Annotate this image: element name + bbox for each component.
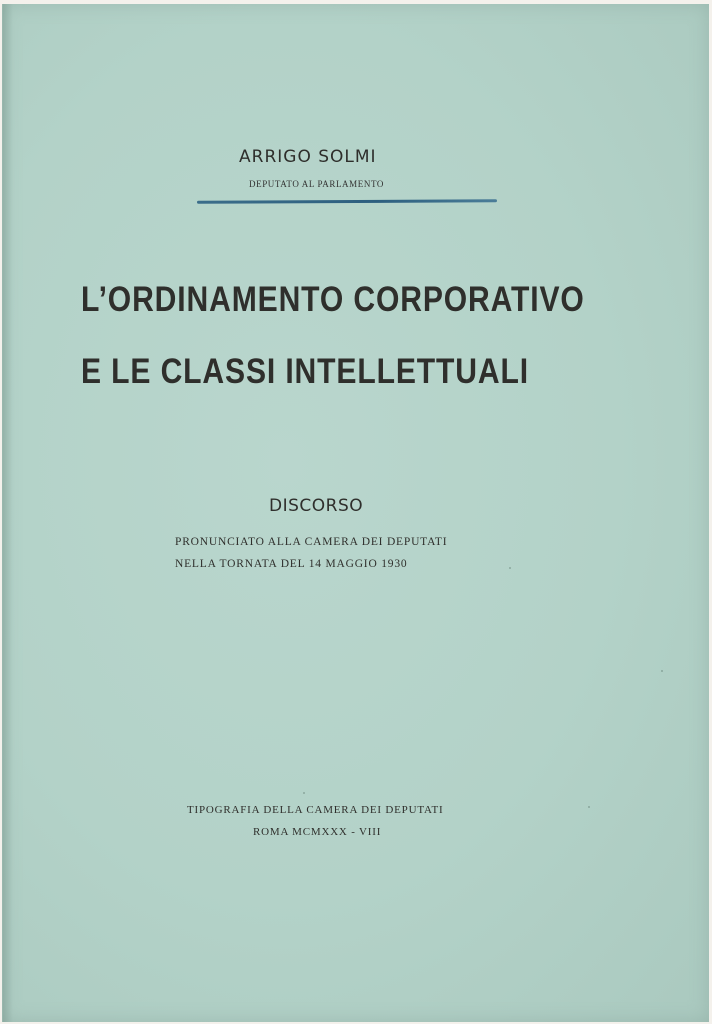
decorative-underline — [197, 199, 497, 204]
title-line-1: L’ORDINAMENTO CORPORATIVO — [81, 280, 585, 319]
title-line-2: E LE CLASSI INTELLETTUALI — [81, 352, 529, 391]
author-role: DEPUTATO AL PARLAMENTO — [249, 179, 384, 189]
paper-speck — [509, 567, 511, 569]
speech-detail-line-2: NELLA TORNATA DEL 14 MAGGIO 1930 — [175, 558, 408, 570]
speech-label: DISCORSO — [269, 496, 364, 516]
paper-speck — [588, 806, 590, 808]
printer-line-2: ROMA MCMXXX - VIII — [253, 826, 382, 838]
book-cover — [2, 4, 709, 1022]
paper-speck — [661, 670, 663, 672]
printer-line-1: TIPOGRAFIA DELLA CAMERA DEI DEPUTATI — [187, 804, 444, 816]
author-name: ARRIGO SOLMI — [239, 147, 377, 167]
spine-shadow — [3, 4, 13, 1022]
speech-detail-line-1: PRONUNCIATO ALLA CAMERA DEI DEPUTATI — [175, 536, 448, 548]
paper-speck — [303, 792, 305, 794]
